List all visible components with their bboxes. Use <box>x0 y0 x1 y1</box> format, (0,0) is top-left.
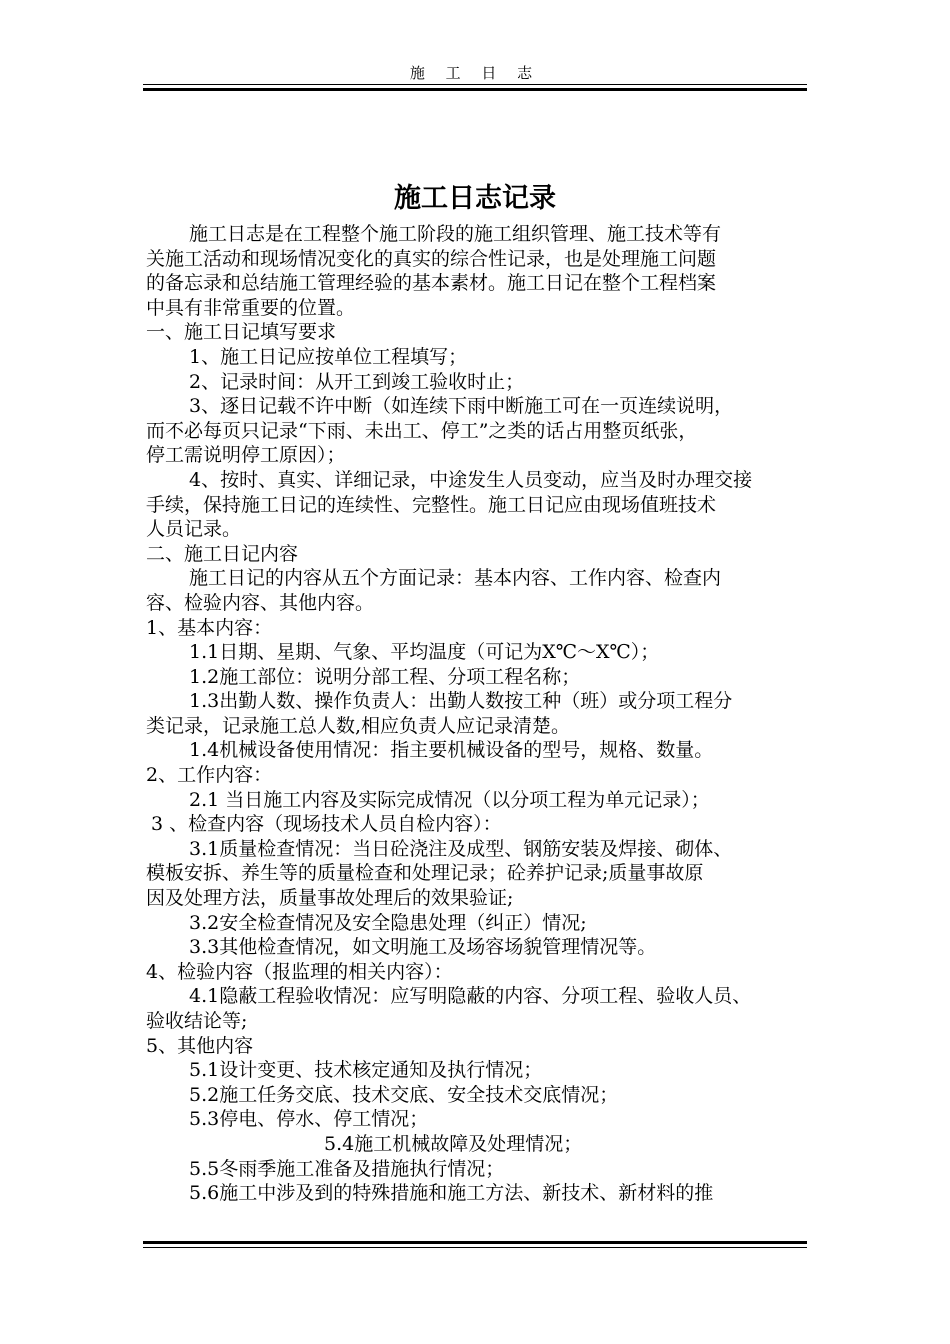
subsection-heading: 3 、检查内容（现场技术人员自检内容）： <box>151 813 502 836</box>
body-line: 5.2施工任务交底、技术交底、安全技术交底情况； <box>189 1083 619 1106</box>
body-line: 关施工活动和现场情况变化的真实的综合性记录，也是处理施工问题 <box>146 247 717 270</box>
body-line: 5.1设计变更、技术核定通知及执行情况； <box>189 1059 543 1082</box>
body-line: 1.4机械设备使用情况：指主要机械设备的型号，规格、数量。 <box>189 739 714 762</box>
document-body <box>146 222 810 1206</box>
body-line: 因及处理方法，质量事故处理后的效果验证; <box>146 887 514 910</box>
body-line: 2、记录时间：从开工到竣工验收时止； <box>189 370 525 393</box>
header-rule-thin <box>143 84 807 85</box>
subsection-heading: 2、工作内容： <box>146 764 273 787</box>
body-line: 施工日志是在工程整个施工阶段的施工组织管理、施工技术等有 <box>189 223 722 245</box>
body-line: 5.6施工中涉及到的特殊措施和施工方法、新技术、新材料的推 <box>189 1182 714 1205</box>
document-title: 施工日志记录 <box>394 183 556 214</box>
body-line: 5.3停电、停水、停工情况； <box>189 1108 429 1131</box>
body-line: 2.1 当日施工内容及实际完成情况（以分项工程为单元记录）； <box>189 788 710 811</box>
body-line: 人员记录。 <box>146 518 242 541</box>
footer-rule-thick <box>143 1241 807 1244</box>
body-line: 而不必每页只记录“下雨、未出工、停工”之类的话占用整页纸张， <box>146 419 698 442</box>
body-line: 3、逐日记载不许中断（如连续下雨中断施工可在一页连续说明， <box>189 395 734 418</box>
subsection-heading: 5、其他内容 <box>146 1034 254 1057</box>
body-line: 4、按时、真实、详细记录，中途发生人员变动，应当及时办理交接 <box>189 468 753 491</box>
body-line: 3.3其他检查情况，如文明施工及场容场貌管理情况等。 <box>189 936 657 959</box>
footer-rule-thin <box>143 1247 807 1248</box>
body-line: 1、施工日记应按单位工程填写； <box>189 345 468 368</box>
body-line: 3.1质量检查情况：当日砼浇注及成型、钢筋安装及焊接、砌体、 <box>189 837 733 860</box>
body-line: 1.2施工部位：说明分部工程、分项工程名称； <box>189 665 581 688</box>
body-line: 1.1日期、星期、气象、平均温度（可记为X℃～X℃）； <box>189 641 660 664</box>
body-line: 5.5冬雨季施工准备及措施执行情况； <box>189 1157 505 1180</box>
header-rule-thick <box>143 88 807 91</box>
body-line: 停工需说明停工原因）； <box>146 444 346 467</box>
subsection-heading: 4、检验内容（报监理的相关内容）： <box>146 960 453 983</box>
body-line: 1.3出勤人数、操作负责人：出勤人数按工种（班）或分项工程分 <box>189 690 733 713</box>
body-line: 4.1隐蔽工程验收情况：应写明隐蔽的内容、分项工程、验收人员、 <box>189 985 752 1008</box>
body-line: 模板安拆、养生等的质量检查和处理记录；砼养护记录;质量事故原 <box>146 862 704 885</box>
body-line: 容、检验内容、其他内容。 <box>146 591 375 614</box>
body-line: 验收结论等; <box>146 1010 248 1032</box>
section-heading: 二、施工日记内容 <box>146 542 299 565</box>
body-line: 5.4施工机械故障及处理情况； <box>324 1132 583 1155</box>
body-line: 类记录，记录施工总人数,相应负责人应记录清楚。 <box>146 714 571 737</box>
body-line: 3.2安全检查情况及安全隐患处理（纠正）情况; <box>189 911 587 934</box>
body-line: 中具有非常重要的位置。 <box>146 296 356 319</box>
body-line: 手续，保持施工日记的连续性、完整性。施工日记应由现场值班技术 <box>146 493 717 516</box>
body-line: 施工日记的内容从五个方面记录：基本内容、工作内容、检查内 <box>189 567 722 590</box>
body-line: 的备忘录和总结施工管理经验的基本素材。施工日记在整个工程档案 <box>146 272 717 295</box>
section-heading: 一、施工日记填写要求 <box>146 321 337 344</box>
running-header: 施 工 日 志 <box>409 64 541 82</box>
subsection-heading: 1、基本内容： <box>146 616 273 639</box>
